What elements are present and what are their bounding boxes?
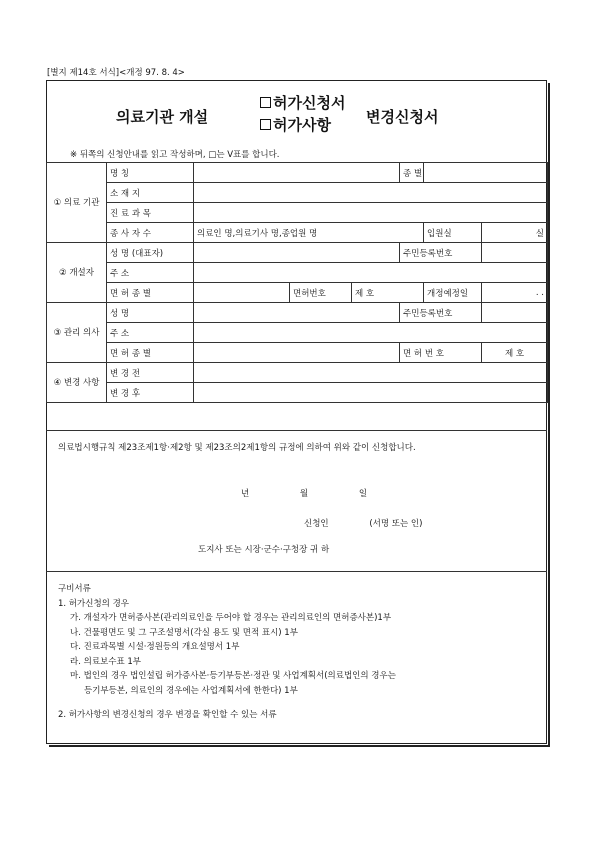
title-options	[260, 92, 345, 136]
declaration-text: 의료법시행규칙 제23조제1항·제2항 및 제23조의2제1항의 규정에 의하여 위와 같이 신청합니다.	[58, 443, 416, 453]
label-founder-name: 성 명 (대표자)	[107, 243, 194, 263]
form-title	[46, 92, 547, 140]
input-open-date[interactable]: . .	[482, 283, 548, 303]
form-number-note: [별지 제14호 서식]<개정 97. 8. 4>	[47, 68, 185, 78]
documents-subitem: 등기부등본, 의료인의 경우에는 사업계획서에 한한다) 1부	[84, 685, 298, 696]
signature-field[interactable]: (서명 또는 인)	[369, 519, 423, 529]
checkbox-icon[interactable]	[260, 119, 271, 130]
instruction-text: ※ 뒤쪽의 신청안내를 읽고 작성하며, □는 V표를 합니다.	[70, 150, 280, 160]
label-change-before: 변 경 전	[107, 363, 194, 383]
section1-label: ① 의료 기관	[47, 163, 107, 243]
title-left: 의료기관 개설	[116, 108, 209, 126]
title-right: 변경신청서	[366, 108, 439, 126]
section3-label: ③ 관리 의사	[47, 303, 107, 363]
option-permit-application[interactable]: 허가신청서	[260, 92, 345, 114]
input-facility-address[interactable]	[194, 183, 548, 203]
section4-label: ④ 변경 사항	[47, 363, 107, 403]
input-departments[interactable]	[194, 203, 548, 223]
input-founder-address[interactable]	[194, 263, 548, 283]
addressee: 도지사 또는 시장·군수·구청장 귀 하	[198, 545, 330, 555]
section2-label: ② 개설자	[47, 243, 107, 303]
label-manager-license-no: 면 허 번 호	[400, 343, 482, 363]
input-founder-name[interactable]	[194, 243, 400, 263]
input-founder-license-type[interactable]	[194, 283, 290, 303]
input-founder-license-no[interactable]: 제 호	[352, 283, 424, 303]
declaration-section	[46, 430, 547, 572]
label-facility-name: 명 칭	[107, 163, 194, 183]
documents-subitem: 다. 진료과목별 시설·정원등의 개요설명서 1부	[70, 642, 240, 652]
applicant-label: 신청인	[304, 519, 329, 529]
label-facility-type: 종 별	[400, 163, 424, 183]
input-manager-name[interactable]	[194, 303, 400, 323]
input-founder-rrn[interactable]	[482, 243, 548, 263]
documents-subitem: 나. 건물평면도 및 그 구조설명서(각실 용도 및 면적 표시) 1부	[70, 627, 298, 638]
year-label[interactable]: 년	[241, 489, 250, 499]
option-permit-items[interactable]: 허가사항	[260, 114, 345, 136]
label-manager-address: 주 소	[107, 323, 194, 343]
documents-subitem: 가. 개설자가 면허증사본(관리의료인을 두어야 할 경우는 관리의료인의 면허증사본)1부	[70, 613, 392, 623]
documents-subitem: 마. 법인의 경우 법인설립 허가증사본·등기부등본·정관 및 사업계획서(의료법인의 경우는	[70, 671, 396, 681]
applicant-line	[304, 517, 422, 529]
input-change-before[interactable]	[194, 363, 548, 383]
label-staff-count: 종 사 자 수	[107, 223, 194, 243]
day-label[interactable]: 일	[358, 489, 368, 499]
application-table	[46, 162, 548, 403]
input-change-after[interactable]	[194, 383, 548, 403]
label-open-date: 개정예정일	[424, 283, 482, 303]
input-facility-name[interactable]	[194, 163, 400, 183]
month-label[interactable]: 월	[299, 489, 309, 499]
input-manager-license-no[interactable]: 제 호	[482, 343, 548, 363]
date-line	[241, 487, 415, 499]
documents-item2: 2. 허가사항의 변경신청의 경우 변경을 확인할 수 있는 서류	[58, 710, 277, 720]
checkbox-icon[interactable]	[260, 97, 271, 108]
input-manager-rrn[interactable]	[482, 303, 548, 323]
documents-heading: 구비서류	[58, 584, 91, 594]
label-founder-rrn: 주민등록번호	[400, 243, 482, 263]
input-manager-address[interactable]	[194, 323, 548, 343]
input-inpatient-rooms[interactable]: 실	[482, 223, 548, 243]
documents-item1: 1. 허가신청의 경우	[58, 598, 129, 609]
label-inpatient-rooms: 입원실	[424, 223, 482, 243]
label-founder-license-type: 면 허 종 별	[107, 283, 194, 303]
input-staff-count[interactable]: 의료인 명,의료기사 명,종업원 명	[194, 223, 424, 243]
label-founder-address: 주 소	[107, 263, 194, 283]
label-change-after: 변 경 후	[107, 383, 194, 403]
label-facility-address: 소 재 지	[107, 183, 194, 203]
required-documents	[58, 582, 543, 723]
label-manager-name: 성 명	[107, 303, 194, 323]
label-manager-rrn: 주민등록번호	[400, 303, 482, 323]
input-facility-type[interactable]	[424, 163, 548, 183]
label-founder-license-no: 면허번호	[290, 283, 352, 303]
label-departments: 진 료 과 목	[107, 203, 194, 223]
input-manager-license-type[interactable]	[194, 343, 400, 363]
documents-subitem: 라. 의료보수표 1부	[70, 656, 141, 667]
label-manager-license-type: 면 허 종 별	[107, 343, 194, 363]
